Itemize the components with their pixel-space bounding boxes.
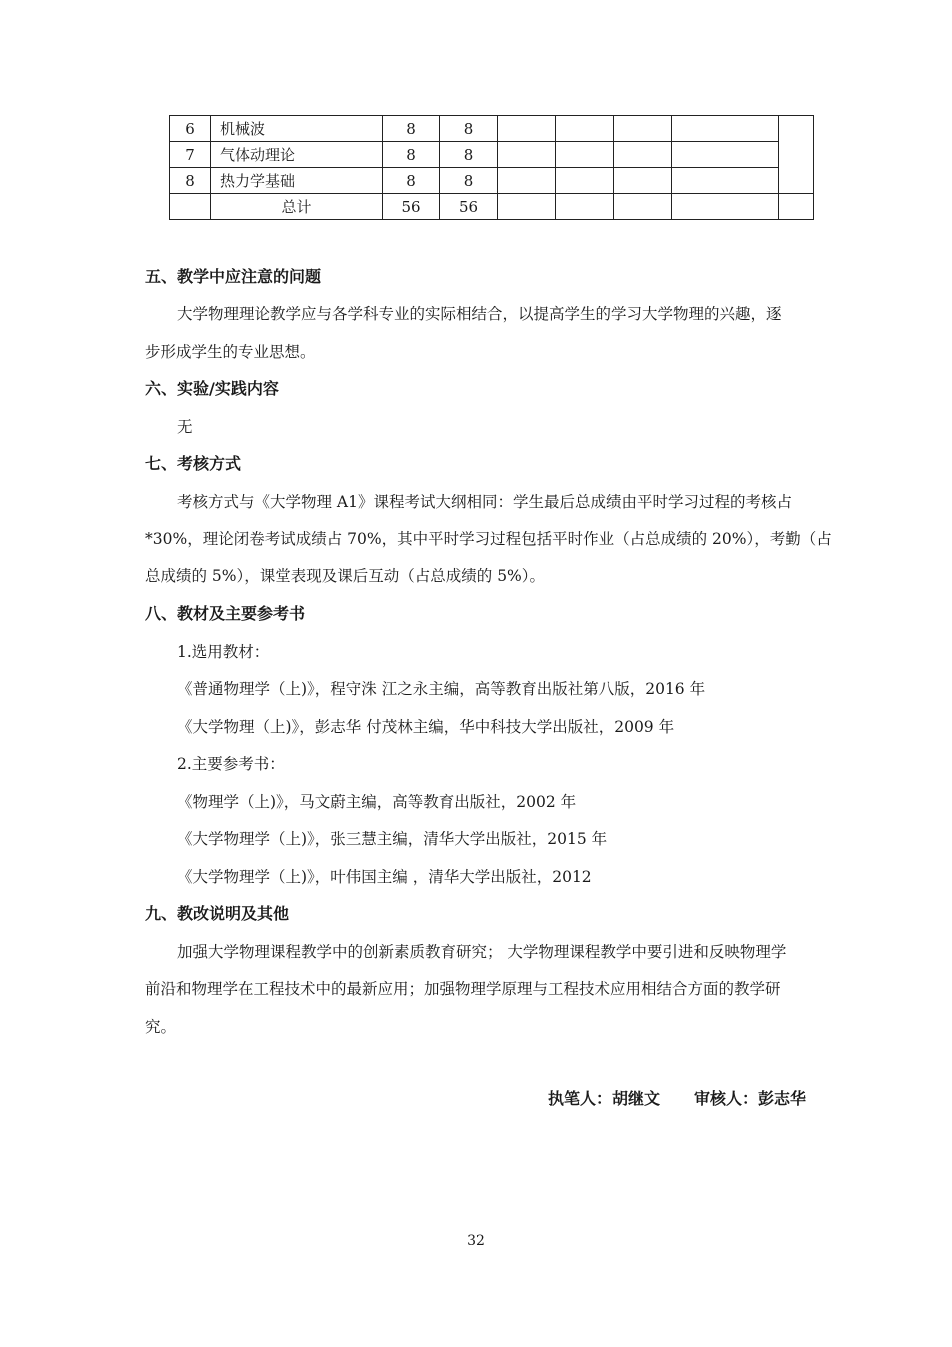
chapter-name: 气体动理论 — [211, 142, 383, 168]
section-heading: 五、教学中应注意的问题 — [145, 267, 322, 286]
section-heading: 九、教改说明及其他 — [145, 904, 290, 923]
page-number: 32 — [467, 1233, 485, 1249]
section-heading: 六、实验/实践内容 — [145, 379, 279, 398]
empty-cell — [672, 168, 779, 194]
paragraph-line: 总成绩的 5%），课堂表现及课后互动（占总成绩的 5%）。 — [145, 567, 546, 585]
hours-cell: 8 — [440, 142, 498, 168]
paragraph-line: 究。 — [145, 1018, 177, 1036]
total-hours: 56 — [440, 194, 498, 220]
hours-cell: 8 — [383, 142, 440, 168]
chapter-number: 6 — [170, 116, 211, 142]
reference-entry: 《物理学（上)》，马文蔚主编，高等教育出版社，2002 年 — [177, 793, 577, 811]
list-subheading: 1.选用教材： — [177, 643, 270, 661]
empty-cell — [498, 168, 556, 194]
chapter-number: 8 — [170, 168, 211, 194]
empty-cell — [556, 194, 614, 220]
paragraph-line: 无 — [177, 418, 193, 436]
paragraph-line: 步形成学生的专业思想。 — [145, 343, 316, 361]
writer-signature: 执笔人：胡继文 — [548, 1089, 661, 1108]
paragraph-line: 前沿和物理学在工程技术中的最新应用；加强物理学原理与工程技术应用相结合方面的教学研 — [145, 980, 781, 998]
hours-table — [169, 115, 814, 220]
table-row — [170, 168, 814, 194]
empty-cell — [556, 116, 614, 142]
table-total-row — [170, 194, 814, 220]
list-subheading: 2.主要参考书： — [177, 755, 285, 773]
chapter-name: 机械波 — [211, 116, 383, 142]
empty-cell — [672, 116, 779, 142]
empty-cell — [498, 116, 556, 142]
paragraph-line: 加强大学物理课程教学中的创新素质教育研究； 大学物理课程教学中要引进和反映物理学 — [177, 943, 787, 961]
total-hours: 56 — [383, 194, 440, 220]
empty-cell — [614, 168, 672, 194]
hours-cell: 8 — [440, 168, 498, 194]
textbook-entry: 《普通物理学（上)》，程守洙 江之永主编，高等教育出版社第八版，2016 年 — [177, 680, 706, 698]
empty-cell — [498, 194, 556, 220]
reference-entry: 《大学物理学（上)》，张三慧主编，清华大学出版社，2015 年 — [177, 830, 608, 848]
empty-cell — [614, 142, 672, 168]
signature-line — [548, 1088, 806, 1110]
empty-cell — [614, 194, 672, 220]
merged-cell — [779, 116, 814, 194]
table-row — [170, 142, 814, 168]
paragraph-line: 考核方式与《大学物理 A1》课程考试大纲相同：学生最后总成绩由平时学习过程的考核占 — [177, 493, 792, 511]
empty-cell — [614, 116, 672, 142]
table-row — [170, 116, 814, 142]
empty-cell — [672, 194, 779, 220]
textbook-entry: 《大学物理（上)》，彭志华 付茂林主编，华中科技大学出版社，2009 年 — [177, 718, 675, 736]
empty-cell — [556, 168, 614, 194]
chapter-name: 热力学基础 — [211, 168, 383, 194]
empty-cell — [779, 194, 814, 220]
reference-entry: 《大学物理学（上)》，叶伟国主编 ，清华大学出版社，2012 — [177, 868, 592, 886]
total-label: 总计 — [211, 194, 383, 220]
hours-cell: 8 — [383, 168, 440, 194]
chapter-number: 7 — [170, 142, 211, 168]
section-heading: 八、教材及主要参考书 — [145, 604, 306, 623]
paragraph-line: 大学物理理论教学应与各学科专业的实际相结合，以提高学生的学习大学物理的兴趣，逐 — [177, 305, 782, 323]
section-heading: 七、考核方式 — [145, 454, 242, 473]
empty-cell — [498, 142, 556, 168]
empty-cell — [556, 142, 614, 168]
empty-cell — [672, 142, 779, 168]
reviewer-signature: 审核人：彭志华 — [694, 1089, 807, 1108]
paragraph-line: *30%，理论闭卷考试成绩占 70%，其中平时学习过程包括平时作业（占总成绩的 20%），考勤（占 — [145, 530, 832, 548]
hours-cell: 8 — [383, 116, 440, 142]
empty-cell — [170, 194, 211, 220]
hours-cell: 8 — [440, 116, 498, 142]
